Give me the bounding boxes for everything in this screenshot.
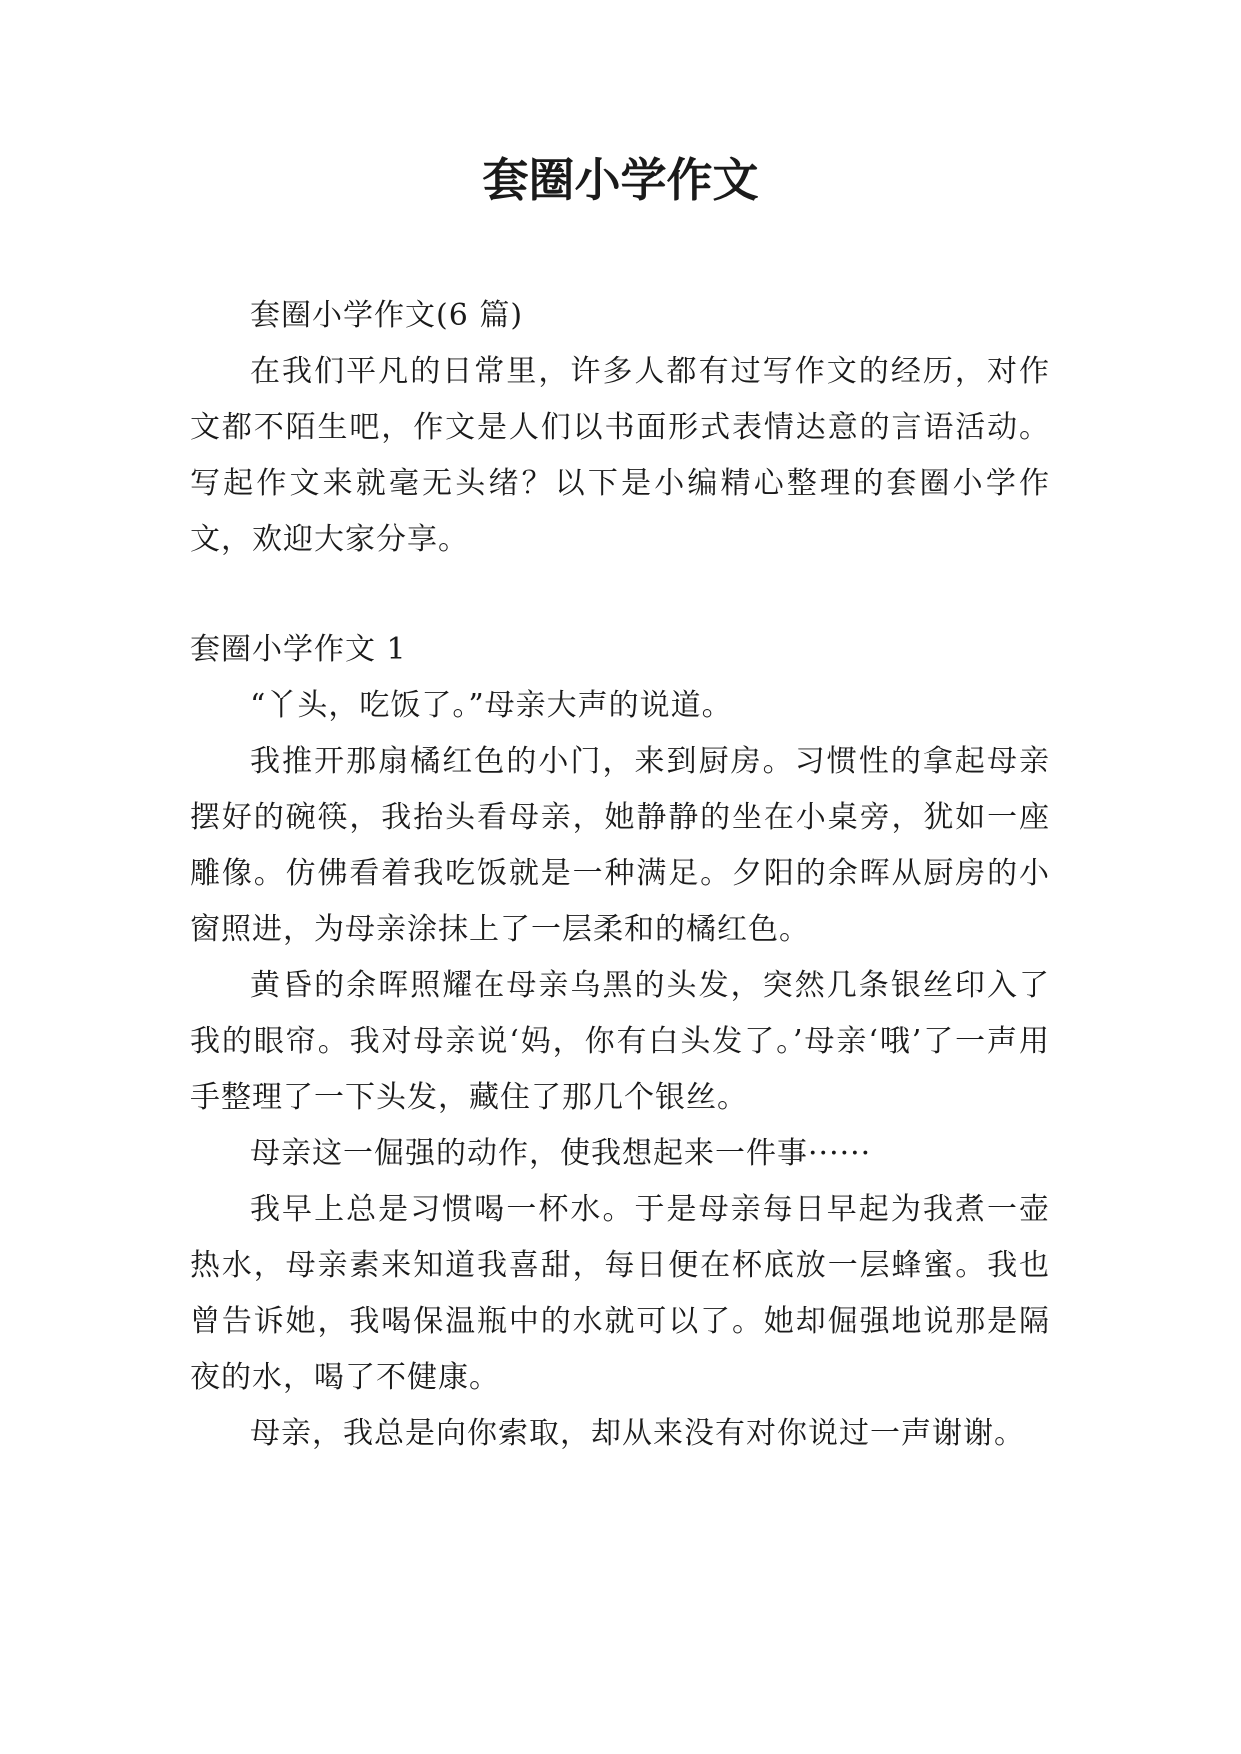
paragraph-5: 我早上总是习惯喝一杯水。于是母亲每日早起为我煮一壶热水，母亲素来知道我喜甜，每日便在杯底放一层蜂蜜。我也曾告诉她，我喝保温瓶中的水就可以了。她却倔强地说那是隔夜的水，喝了不健康。 (190, 1192, 1050, 1395)
section-heading: 套圈小学作文 1 (190, 632, 407, 667)
section-gap (190, 568, 1050, 622)
document-body (190, 288, 1050, 1462)
paragraph-2: 我推开那扇橘红色的小门，来到厨房。习惯性的拿起母亲摆好的碗筷，我抬头看母亲，她静静的坐在小桌旁，犹如一座雕像。仿佛看着我吃饭就是一种满足。夕阳的余晖从厨房的小窗照进，为母亲涂抹上了一层柔和的橘红色。 (190, 744, 1050, 947)
paragraph-3: 黄昏的余晖照耀在母亲乌黑的头发，突然几条银丝印入了我的眼帘。我对母亲说‘妈，你有白头发了。’母亲‘哦’了一声用手整理了一下头发，藏住了那几个银丝。 (190, 968, 1050, 1115)
document-title: 套圈小学作文 (482, 153, 759, 207)
paragraph-4: 母亲这一倔强的动作，使我想起来一件事······ (250, 1136, 872, 1171)
paragraph-6: 母亲，我总是向你索取，却从来没有对你说过一声谢谢。 (250, 1416, 1025, 1451)
document-subtitle: 套圈小学作文(6 篇) (250, 298, 524, 333)
intro-paragraph: 在我们平凡的日常里，许多人都有过写作文的经历，对作文都不陌生吧，作文是人们以书面形式表情达意的言语活动。写起作文来就毫无头绪？以下是小编精心整理的套圈小学作文，欢迎大家分享。 (190, 354, 1050, 557)
paragraph-1: “丫头，吃饭了。”母亲大声的说道。 (250, 688, 733, 723)
